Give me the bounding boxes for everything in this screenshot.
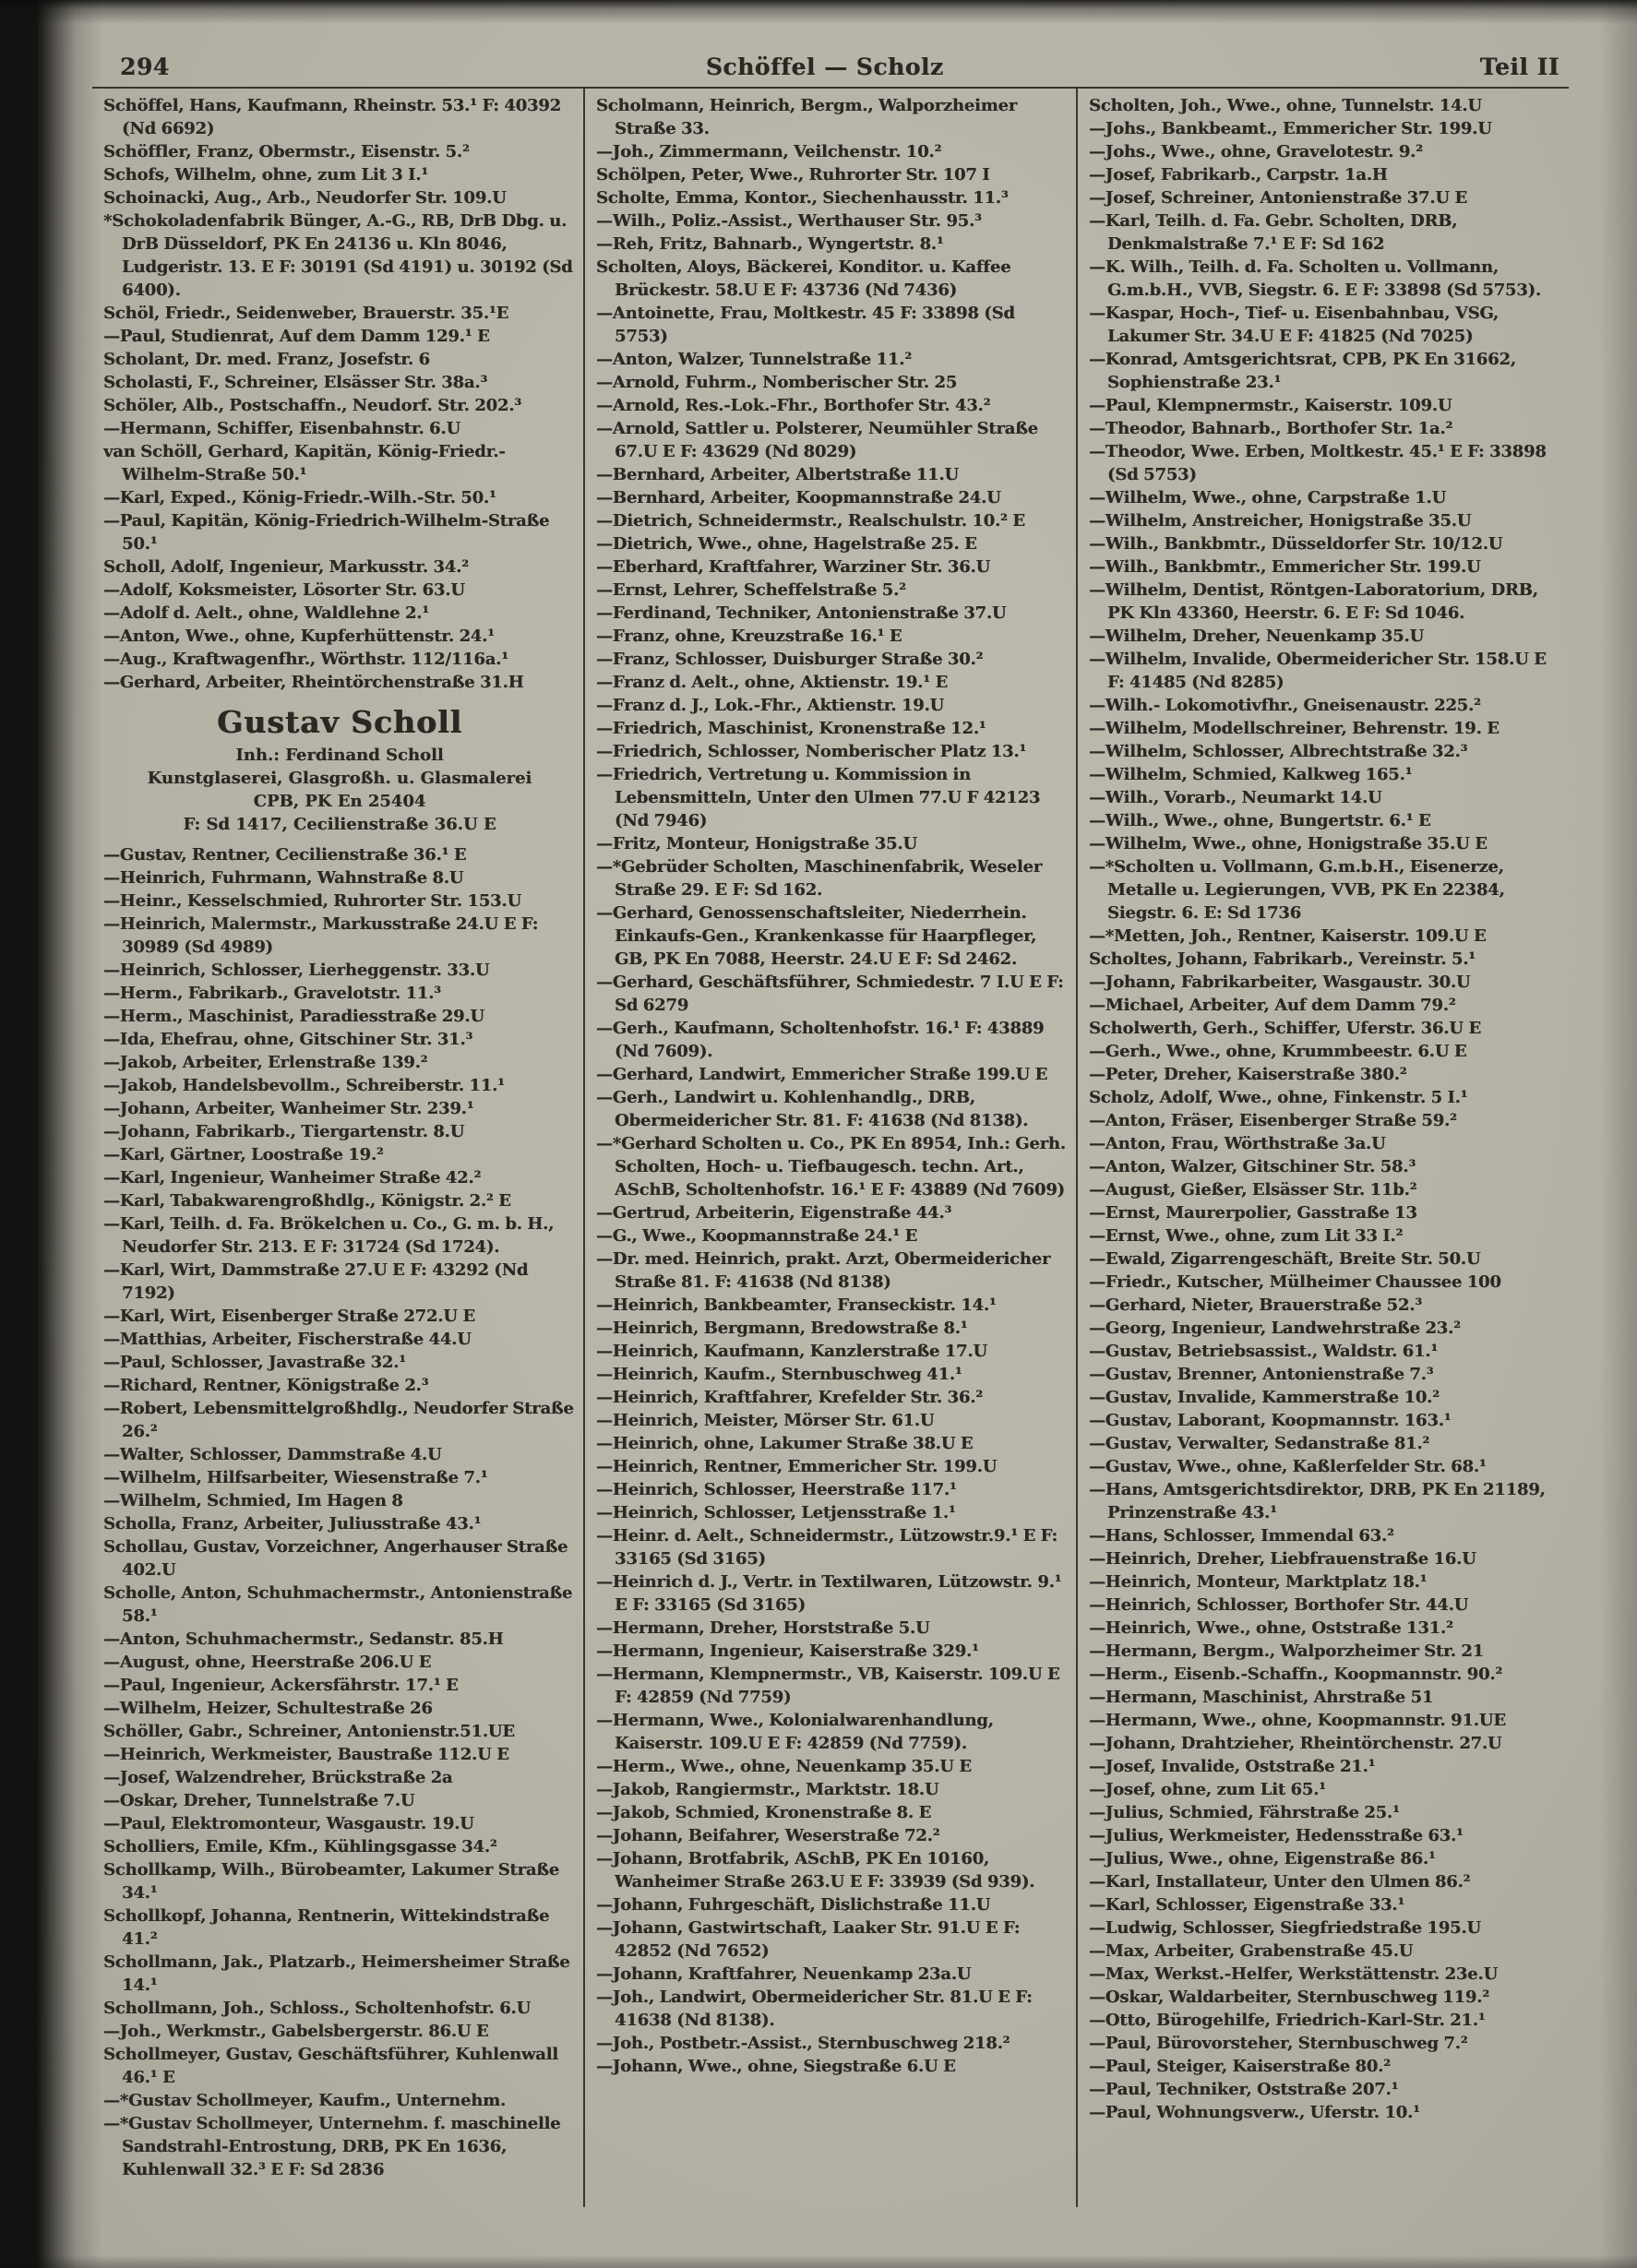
directory-entry: —Wilhelm, Schlosser, Albrechtstraße 32.³	[1089, 742, 1468, 761]
directory-entry: —Johann, Fabrikarb., Tiergartenstr. 8.U	[103, 1122, 465, 1141]
directory-entry: —Arnold, Sattler u. Polsterer, Neumühler Straße 67.U E F: 43629 (Nd 8029)	[596, 419, 1038, 461]
directory-entry: —Gerh., Landwirt u. Kohlenhandlg., DRB, Obermeidericher Str. 81. F: 41638 (Nd 8138).	[596, 1088, 1029, 1130]
directory-entry: —Heinrich, Malermstr., Markusstraße 24.U E F: 30989 (Sd 4989)	[103, 914, 539, 957]
directory-entry: —*Scholten u. Vollmann, G.m.b.H., Eisenerze, Metalle u. Legierungen, VVB, PK En 22384, Siegstr. 6. E: Sd 1736	[1089, 857, 1505, 923]
directory-entry: —Paul, Studienrat, Auf dem Damm 129.¹ E	[103, 327, 490, 346]
directory-entry: —Gerhard, Nieter, Brauerstraße 52.³	[1089, 1295, 1422, 1315]
directory-entry: —Jakob, Handelsbevollm., Schreiberstr. 11.¹	[103, 1076, 505, 1095]
directory-entry: Schöffel, Hans, Kaufmann, Rheinstr. 53.¹ F: 40392 (Nd 6692)	[103, 96, 561, 138]
directory-entry: —Wilh., Bankbmtr., Emmericher Str. 199.U	[1089, 557, 1481, 577]
directory-entry: —Friedrich, Vertretung u. Kommission in Lebensmitteln, Unter den Ulmen 77.U F 42123 (Nd 7946)	[596, 765, 1041, 830]
directory-entry: —Paul, Steiger, Kaiserstraße 80.²	[1089, 2057, 1391, 2076]
directory-entry: —Gustav, Invalide, Kammerstraße 10.²	[1089, 1388, 1440, 1407]
binding-edge-shadow	[0, 0, 102, 2268]
directory-entry: —Friedr., Kutscher, Mülheimer Chaussee 100	[1089, 1272, 1501, 1292]
directory-entry: —Gustav, Rentner, Cecilienstraße 36.¹ E	[103, 845, 467, 865]
directory-entry: —*Gustav Schollmeyer, Kaufm., Unternehm.	[103, 2091, 507, 2110]
directory-entry: —Johann, Wwe., ohne, Siegstraße 6.U E	[596, 2057, 956, 2076]
directory-entry: —Bernhard, Arbeiter, Albertstraße 11.U	[596, 465, 959, 484]
directory-entry: —Karl, Gärtner, Loostraße 19.²	[103, 1145, 384, 1164]
directory-entry: —*Gerhard Scholten u. Co., PK En 8954, Inh.: Gerh. Scholten, Hoch- u. Tiefbaugesch. techn. Art., ASchB, Scholtenhofstr. 16.¹ E F: 43889 (Nd 7609)	[596, 1134, 1066, 1200]
directory-entry: —Theodor, Bahnarb., Borthofer Str. 1a.²	[1089, 419, 1453, 438]
directory-entry: —*Gustav Schollmeyer, Unternehm. f. maschinelle Sandstrahl-Entrostung, DRB, PK En 1636, Kuhlenwall 32.³ E F: Sd 2836	[103, 2114, 561, 2179]
directory-entry: —Johs., Bankbeamt., Emmericher Str. 199.U	[1089, 119, 1492, 138]
directory-entry: —Johann, Beifahrer, Weserstraße 72.²	[596, 1826, 940, 1845]
directory-entry: —Julius, Schmied, Fährstraße 25.¹	[1089, 1803, 1400, 1822]
directory-entry: Scholmann, Heinrich, Bergm., Walporzheimer Straße 33.	[596, 96, 1018, 138]
directory-entry: —Jakob, Arbeiter, Erlenstraße 139.²	[103, 1053, 428, 1072]
directory-entry: —Heinrich, Schlosser, Letjensstraße 1.¹	[596, 1503, 956, 1522]
directory-entry: Schollkamp, Wilh., Bürobeamter, Lakumer Straße 34.¹	[103, 1860, 560, 1903]
directory-entry: *Schokoladenfabrik Bünger, A.-G., RB, DrB Dbg. u. DrB Düsseldorf, PK En 24136 u. Kln 8046, Ludgeristr. 13. E F: 30191 (Sd 4191) u. 30192 (Sd 6400).	[103, 211, 573, 300]
directory-entry: Scholwerth, Gerh., Schiffer, Uferstr. 36.U E	[1089, 1019, 1481, 1038]
directory-entry: —Dr. med. Heinrich, prakt. Arzt, Obermeidericher Straße 81. F: 41638 (Nd 8138)	[596, 1249, 1051, 1292]
directory-entry: —Franz d. Aelt., ohne, Aktienstr. 19.¹ E	[596, 673, 948, 692]
directory-entry: —Ewald, Zigarrengeschäft, Breite Str. 50.U	[1089, 1249, 1481, 1269]
directory-entry: —*Gebrüder Scholten, Maschinenfabrik, Weseler Straße 29. E F: Sd 162.	[596, 857, 1043, 900]
directory-entry: —Ernst, Maurerpolier, Gasstraße 13	[1089, 1203, 1417, 1223]
directory-entry: —Paul, Wohnungsverw., Uferstr. 10.¹	[1089, 2103, 1420, 2122]
directory-entry: —Hermann, Wwe., ohne, Koopmannstr. 91.UE	[1089, 1711, 1506, 1730]
running-title: Schöffel — Scholz	[705, 54, 944, 80]
directory-entry: Scholasti, F., Schreiner, Elsässer Str. 38a.³	[103, 373, 488, 392]
directory-entry: —Heinrich, ohne, Lakumer Straße 38.U E	[596, 1434, 974, 1453]
column-2	[583, 89, 1076, 2207]
directory-entry: —Richard, Rentner, Königstraße 2.³	[103, 1376, 429, 1395]
directory-entry: —Josef, ohne, zum Lit 65.¹	[1089, 1780, 1326, 1799]
directory-entry: —Gustav, Laborant, Koopmannstr. 163.¹	[1089, 1411, 1452, 1430]
directory-entry: —Paul, Elektromonteur, Wasgaustr. 19.U	[103, 1814, 474, 1833]
directory-entry: —Ernst, Lehrer, Scheffelstraße 5.²	[596, 580, 906, 600]
directory-entry: —Hans, Amtsgerichtsdirektor, DRB, PK En 21189, Prinzenstraße 43.¹	[1089, 1480, 1546, 1522]
directory-entry: —Gerh., Kaufmann, Scholtenhofstr. 16.¹ F: 43889 (Nd 7609).	[596, 1019, 1045, 1061]
directory-entry: —Ida, Ehefrau, ohne, Gitschiner Str. 31.³	[103, 1030, 473, 1049]
directory-entry: —Friedrich, Schlosser, Nomberischer Platz 13.¹	[596, 742, 1027, 761]
directory-entry: —Aug., Kraftwagenfhr., Wörthstr. 112/116a.¹	[103, 650, 508, 669]
directory-entry: —Paul, Bürovorsteher, Sternbuschweg 7.²	[1089, 2034, 1468, 2053]
directory-entry: —Wilhelm, Modellschreiner, Behrenstr. 19. E	[1089, 719, 1500, 738]
directory-entry: —Joh., Werkmstr., Gabelsbergerstr. 86.U E	[103, 2022, 489, 2041]
directory-entry: —Franz, Schlosser, Duisburger Straße 30.²	[596, 650, 984, 669]
directory-entry: —Karl, Wirt, Eisenberger Straße 272.U E	[103, 1307, 475, 1326]
directory-entry: —Eberhard, Kraftfahrer, Warziner Str. 36.U	[596, 557, 991, 577]
directory-entry: —Heinrich, Bankbeamter, Franseckistr. 14.¹	[596, 1295, 997, 1315]
directory-entry: —Heinrich, Schlosser, Lierheggenstr. 33.U	[103, 961, 490, 980]
directory-entry: —Heinrich, Dreher, Liebfrauenstraße 16.U	[1089, 1549, 1476, 1569]
directory-entry: —Hermann, Maschinist, Ahrstraße 51	[1089, 1688, 1434, 1707]
directory-entry: Schollkopf, Johanna, Rentnerin, Wittekindstraße 41.²	[103, 1906, 550, 1949]
directory-entry: —Oskar, Dreher, Tunnelstraße 7.U	[103, 1791, 415, 1810]
directory-entry: —Bernhard, Arbeiter, Koopmannstraße 24.U	[596, 488, 1001, 507]
page-number: 294	[120, 54, 170, 80]
directory-entry: —Joh., Landwirt, Obermeidericher Str. 81.U E F: 41638 (Nd 8138).	[596, 1987, 1033, 2030]
directory-entry: —Walter, Schlosser, Dammstraße 4.U	[103, 1445, 442, 1464]
ad-text-line: Kunstglaserei, Glasgroßh. u. Glasmalerei	[147, 769, 532, 788]
ad-text-line: Inh.: Ferdinand Scholl	[235, 746, 444, 765]
directory-entry: Schöler, Alb., Postschaffn., Neudorf. Str. 202.³	[103, 396, 521, 415]
directory-entry: —Paul, Klempnermstr., Kaiserstr. 109.U	[1089, 396, 1452, 415]
directory-entry: —Julius, Wwe., ohne, Eigenstraße 86.¹	[1089, 1849, 1436, 1868]
directory-entry: —August, Gießer, Elsässer Str. 11b.²	[1089, 1180, 1417, 1200]
directory-entry: —Paul, Techniker, Oststraße 207.¹	[1089, 2080, 1399, 2099]
directory-entry: van Schöll, Gerhard, Kapitän, König-Friedr.-Wilhelm-Straße 50.¹	[103, 442, 506, 484]
directory-entry: Schöl, Friedr., Seidenweber, Brauerstr. 35.¹E	[103, 304, 509, 323]
directory-entry: Schofs, Wilhelm, ohne, zum Lit 3 I.¹	[103, 165, 429, 185]
directory-entry: —Konrad, Amtsgerichtsrat, CPB, PK En 31662, Sophienstraße 23.¹	[1089, 350, 1516, 392]
directory-entry: Scholliers, Emile, Kfm., Kühlingsgasse 34.²	[103, 1837, 497, 1856]
directory-entry: —Heinrich, Meister, Mörser Str. 61.U	[596, 1411, 935, 1430]
directory-entry: Schöffler, Franz, Obermstr., Eisenstr. 5.²	[103, 142, 470, 161]
directory-entry: —Gerhard, Geschäftsführer, Schmiedestr. 7 I.U E F: Sd 6279	[596, 973, 1064, 1015]
directory-entry: —Heinrich d. J., Vertr. in Textilwaren, Lützowstr. 9.¹ E F: 33165 (Sd 3165)	[596, 1572, 1062, 1615]
directory-entry: —Heinrich, Schlosser, Borthofer Str. 44.U	[1089, 1595, 1469, 1615]
directory-entry: —Wilh., Wwe., ohne, Bungertstr. 6.¹ E	[1089, 811, 1431, 830]
ad-text-line: F: Sd 1417, Cecilienstraße 36.U E	[183, 815, 496, 834]
directory-entry: —Johann, Kraftfahrer, Neuenkamp 23a.U	[596, 1964, 972, 1984]
directory-entry: —Jakob, Rangiermstr., Marktstr. 18.U	[596, 1780, 939, 1799]
directory-entry: Scholant, Dr. med. Franz, Josefstr. 6	[103, 350, 430, 369]
directory-entry: —Karl, Teilh. d. Fa. Brökelchen u. Co., G. m. b. H., Neudorfer Str. 213. E F: 31724 (Sd 1724).	[103, 1214, 555, 1257]
directory-entry: —Josef, Invalide, Oststraße 21.¹	[1089, 1757, 1376, 1776]
directory-entry: —Max, Arbeiter, Grabenstraße 45.U	[1089, 1941, 1414, 1961]
directory-entry: —Paul, Kapitän, König-Friedrich-Wilhelm-Straße 50.¹	[103, 511, 550, 554]
column-1	[92, 89, 583, 2207]
directory-entry: —Wilhelm, Wwe., ohne, Carpstraße 1.U	[1089, 488, 1446, 507]
directory-entry: —Heinrich, Werkmeister, Baustraße 112.U E	[103, 1745, 509, 1764]
directory-entry: —Heinr., Kesselschmied, Ruhrorter Str. 153.U	[103, 891, 521, 911]
directory-entry: —Wilhelm, Schmied, Im Hagen 8	[103, 1491, 403, 1510]
directory-entry: —Wilhelm, Invalide, Obermeidericher Str. 158.U E F: 41485 (Nd 8285)	[1089, 650, 1547, 692]
directory-entry: Schölpen, Peter, Wwe., Ruhrorter Str. 107 I	[596, 165, 990, 185]
directory-entry: —Hermann, Ingenieur, Kaiserstraße 329.¹	[596, 1641, 979, 1661]
directory-entry: —Heinrich, Schlosser, Heerstraße 117.¹	[596, 1480, 957, 1499]
directory-entry: —Josef, Walzendreher, Brückstraße 2a	[103, 1768, 453, 1787]
directory-entry: —August, ohne, Heerstraße 206.U E	[103, 1653, 432, 1672]
directory-entry: —Gerhard, Landwirt, Emmericher Straße 199.U E	[596, 1065, 1048, 1084]
directory-entry: —Max, Werkst.-Helfer, Werkstättenstr. 23e.U	[1089, 1964, 1499, 1984]
directory-entry: —Fritz, Monteur, Honigstraße 35.U	[596, 834, 917, 853]
directory-entry: —Paul, Ingenieur, Ackersfährstr. 17.¹ E	[103, 1676, 459, 1695]
directory-entry: —Karl, Wirt, Dammstraße 27.U E F: 43292 (Nd 7192)	[103, 1260, 529, 1303]
directory-entry: —Herm., Fabrikarb., Gravelotstr. 11.³	[103, 984, 441, 1003]
directory-entry: Scholl, Adolf, Ingenieur, Markusstr. 34.²	[103, 557, 469, 577]
directory-entry: —Gustav, Verwalter, Sedanstraße 81.²	[1089, 1434, 1430, 1453]
directory-entry: —Wilhelm, Wwe., ohne, Honigstraße 35.U E	[1089, 834, 1488, 853]
directory-entry: —Gertrud, Arbeiterin, Eigenstraße 44.³	[596, 1203, 952, 1223]
directory-entry: —Karl, Teilh. d. Fa. Gebr. Scholten, DRB, Denkmalstraße 7.¹ E F: Sd 162	[1089, 211, 1458, 254]
directory-entry: —Karl, Exped., König-Friedr.-Wilh.-Str. 50.¹	[103, 488, 496, 507]
directory-entry: —Adolf, Koksmeister, Lösorter Str. 63.U	[103, 580, 465, 600]
directory-entry: —Joh., Postbetr.-Assist., Sternbuschweg 218.²	[596, 2034, 1010, 2053]
directory-entry: —Gustav, Betriebsassist., Waldstr. 61.¹	[1089, 1342, 1439, 1361]
directory-entry: —Hermann, Wwe., Kolonialwarenhandlung, Kaiserstr. 109.U E F: 42859 (Nd 7759).	[596, 1711, 994, 1753]
directory-entry: —Gustav, Brenner, Antonienstraße 7.³	[1089, 1365, 1434, 1384]
directory-entry: —Julius, Werkmeister, Hedensstraße 63.¹	[1089, 1826, 1464, 1845]
directory-entry: —Gustav, Wwe., ohne, Kaßlerfelder Str. 68.¹	[1089, 1457, 1487, 1476]
directory-entry: —Hermann, Bergm., Walporzheimer Str. 21	[1089, 1641, 1484, 1661]
directory-entry: —Hermann, Dreher, Horststraße 5.U	[596, 1618, 930, 1638]
directory-entry: —Joh., Zimmermann, Veilchenstr. 10.²	[596, 142, 942, 161]
directory-entry: Schöller, Gabr., Schreiner, Antonienstr.51.UE	[103, 1722, 515, 1741]
directory-entry: —Heinrich, Kraftfahrer, Krefelder Str. 36.²	[596, 1388, 983, 1407]
directory-entry: —Paul, Schlosser, Javastraße 32.¹	[103, 1353, 406, 1372]
directory-entry: —Anton, Frau, Wörthstraße 3a.U	[1089, 1134, 1386, 1153]
page-sheet	[92, 54, 1569, 2207]
directory-entry: Schollau, Gustav, Vorzeichner, Angerhauser Straße 402.U	[103, 1537, 568, 1580]
right-edge-shadow	[1600, 0, 1637, 2268]
display-ad-gustav-scholl	[107, 703, 572, 836]
directory-entry: —Reh, Fritz, Bahnarb., Wyngertstr. 8.¹	[596, 234, 944, 254]
directory-entry: —Dietrich, Wwe., ohne, Hagelstraße 25. E	[596, 534, 977, 554]
directory-entry: —Gerh., Wwe., ohne, Krummbeestr. 6.U E	[1089, 1042, 1467, 1061]
directory-entry: —Friedrich, Maschinist, Kronenstraße 12.¹	[596, 719, 986, 738]
directory-entry: —Peter, Dreher, Kaiserstraße 380.²	[1089, 1065, 1407, 1084]
directory-entry: Schollmann, Joh., Schloss., Scholtenhofstr. 6.U	[103, 1999, 531, 2018]
directory-entry: —Karl, Installateur, Unter den Ulmen 86.²	[1089, 1872, 1471, 1892]
part-label: Teil II	[1479, 54, 1559, 80]
running-header	[92, 54, 1569, 80]
directory-entry: —Hans, Schlosser, Immendal 63.²	[1089, 1526, 1394, 1546]
directory-entry: Scholla, Franz, Arbeiter, Juliusstraße 43.¹	[103, 1514, 482, 1534]
directory-entry: —Herm., Eisenb.-Schaffn., Koopmannstr. 90.²	[1089, 1665, 1503, 1684]
directory-entry: —Johann, Brotfabrik, ASchB, PK En 10160, Wanheimer Straße 263.U E F: 33939 (Sd 939).	[596, 1849, 1035, 1892]
directory-entry: —Johann, Fabrikarbeiter, Wasgaustr. 30.U	[1089, 973, 1471, 992]
directory-entry: —Anton, Fräser, Eisenberger Straße 59.²	[1089, 1111, 1457, 1130]
directory-entry: —Herm., Wwe., ohne, Neuenkamp 35.U E	[596, 1757, 972, 1776]
directory-entry: —Wilhelm, Heizer, Schultestraße 26	[103, 1699, 433, 1718]
directory-entry: —Theodor, Wwe. Erben, Moltkestr. 45.¹ E F: 33898 (Sd 5753)	[1089, 442, 1547, 484]
directory-entry: —Wilhelm, Anstreicher, Honigstraße 35.U	[1089, 511, 1472, 531]
directory-entry: —Gerhard, Arbeiter, Rheintörchenstraße 31.H	[103, 673, 524, 692]
directory-entry: —Oskar, Waldarbeiter, Sternbuschweg 119.²	[1089, 1987, 1489, 2007]
directory-entry: —Otto, Bürogehilfe, Friedrich-Karl-Str. 21.¹	[1089, 2011, 1486, 2030]
directory-entry: —Heinrich, Wwe., ohne, Oststraße 131.²	[1089, 1618, 1453, 1638]
directory-entry: —Ludwig, Schlosser, Siegfriedstraße 195.U	[1089, 1918, 1481, 1938]
directory-entry: Scholten, Joh., Wwe., ohne, Tunnelstr. 14.U	[1089, 96, 1482, 115]
directory-entry: —Ferdinand, Techniker, Antonienstraße 37.U	[596, 603, 1007, 623]
directory-entry: —Anton, Walzer, Tunnelstraße 11.²	[596, 350, 912, 369]
directory-entry: Scholle, Anton, Schuhmachermstr., Antonienstraße 58.¹	[103, 1583, 573, 1626]
directory-entry: —Karl, Ingenieur, Wanheimer Straße 42.²	[103, 1168, 482, 1188]
directory-entry: —Gerhard, Genossenschaftsleiter, Niederrhein. Einkaufs-Gen., Krankenkasse für Haarpfleger, GB, PK En 7088, Heerstr. 24.U E F: Sd 2462.	[596, 903, 1037, 969]
directory-entry: —Anton, Walzer, Gitschiner Str. 58.³	[1089, 1157, 1416, 1176]
directory-entry: —Josef, Schreiner, Antonienstraße 37.U E	[1089, 188, 1467, 208]
directory-entry: —*Metten, Joh., Rentner, Kaiserstr. 109.U E	[1089, 926, 1487, 946]
directory-entry: —Josef, Fabrikarb., Carpstr. 1a.H	[1089, 165, 1388, 185]
directory-entry: —Johann, Gastwirtschaft, Laaker Str. 91.U E F: 42852 (Nd 7652)	[596, 1918, 1021, 1961]
directory-entry: —Ernst, Wwe., ohne, zum Lit 33 I.²	[1089, 1226, 1404, 1246]
directory-entry: —Heinrich, Fuhrmann, Wahnstraße 8.U	[103, 868, 464, 888]
directory-entry: —Wilhelm, Schmied, Kalkweg 165.¹	[1089, 765, 1413, 784]
directory-entry: Schollmeyer, Gustav, Geschäftsführer, Kuhlenwall 46.¹ E	[103, 2045, 558, 2087]
directory-entry: —Hermann, Schiffer, Eisenbahnstr. 6.U	[103, 419, 460, 438]
directory-entry: —Anton, Wwe., ohne, Kupferhüttenstr. 24.¹	[103, 627, 495, 646]
directory-entry: —Jakob, Schmied, Kronenstraße 8. E	[596, 1803, 932, 1822]
ad-text-line: CPB, PK En 25404	[253, 792, 426, 811]
directory-entry: —Wilhelm, Hilfsarbeiter, Wiesenstraße 7.¹	[103, 1468, 488, 1487]
directory-entry: Schoinacki, Aug., Arb., Neudorfer Str. 109.U	[103, 188, 507, 208]
directory-entry: —Kaspar, Hoch-, Tief- u. Eisenbahnbau, VSG, Lakumer Str. 34.U E F: 41825 (Nd 7025)	[1089, 304, 1499, 346]
top-edge-shadow	[0, 0, 1637, 24]
directory-entry: —Heinrich, Rentner, Emmericher Str. 199.U	[596, 1457, 998, 1476]
directory-entry: —Franz d. J., Lok.-Fhr., Aktienstr. 19.U	[596, 696, 945, 715]
directory-entry: Scholten, Aloys, Bäckerei, Konditor. u. Kaffee Brückestr. 58.U E F: 43736 (Nd 7436)	[596, 257, 1011, 300]
directory-entry: —Matthias, Arbeiter, Fischerstraße 44.U	[103, 1330, 472, 1349]
directory-entry: —Arnold, Fuhrm., Nomberischer Str. 25	[596, 373, 958, 392]
directory-entry: —Karl, Schlosser, Eigenstraße 33.¹	[1089, 1895, 1405, 1915]
directory-entry: Scholtes, Johann, Fabrikarb., Vereinstr. 5.¹	[1089, 949, 1476, 969]
directory-entry: —Michael, Arbeiter, Auf dem Damm 79.²	[1089, 996, 1456, 1015]
directory-entry: —Adolf d. Aelt., ohne, Waldlehne 2.¹	[103, 603, 429, 623]
directory-entry: —Wilh., Poliz.-Assist., Werthauser Str. 95.³	[596, 211, 982, 231]
directory-entry: —Franz, ohne, Kreuzstraße 16.¹ E	[596, 627, 902, 646]
directory-entry: —Anton, Schuhmachermstr., Sedanstr. 85.H	[103, 1629, 504, 1649]
directory-entry: —K. Wilh., Teilh. d. Fa. Scholten u. Vollmann, G.m.b.H., VVB, Siegstr. 6. E F: 33898 (Sd 5753).	[1089, 257, 1541, 300]
directory-entry: —Johann, Arbeiter, Wanheimer Str. 239.¹	[103, 1099, 474, 1118]
directory-columns	[92, 89, 1569, 2207]
directory-entry: —Heinr. d. Aelt., Schneidermstr., Lützowstr.9.¹ E F: 33165 (Sd 3165)	[596, 1526, 1057, 1569]
directory-entry: —Karl, Tabakwarengroßhdlg., Königstr. 2.² E	[103, 1191, 511, 1211]
directory-entry: Scholz, Adolf, Wwe., ohne, Finkenstr. 5 I.¹	[1089, 1088, 1468, 1107]
ad-title: Gustav Scholl	[216, 704, 463, 740]
directory-entry: —Wilh., Bankbmtr., Düsseldorfer Str. 10/12.U	[1089, 534, 1503, 554]
directory-entry: —Johann, Drahtzieher, Rheintörchenstr. 27.U	[1089, 1734, 1502, 1753]
directory-entry: —Heinrich, Bergmann, Bredowstraße 8.¹	[596, 1319, 968, 1338]
directory-entry: Scholte, Emma, Kontor., Siechenhausstr. 11.³	[596, 188, 1009, 208]
directory-entry: —Heinrich, Kaufmann, Kanzlerstraße 17.U	[596, 1342, 987, 1361]
directory-entry: —Georg, Ingenieur, Landwehrstraße 23.²	[1089, 1319, 1461, 1338]
directory-entry: —Antoinette, Frau, Moltkestr. 45 F: 33898 (Sd 5753)	[596, 304, 1015, 346]
directory-entry: —Arnold, Res.-Lok.-Fhr., Borthofer Str. 43.²	[596, 396, 991, 415]
directory-entry: —Wilh., Vorarb., Neumarkt 14.U	[1089, 788, 1382, 807]
column-3	[1076, 89, 1569, 2207]
directory-entry: —Wilh.- Lokomotivfhr., Gneisenaustr. 225.²	[1089, 696, 1481, 715]
directory-entry: —Robert, Lebensmittelgroßhdlg., Neudorfer Straße 26.²	[103, 1399, 574, 1441]
bottom-edge-shadow	[0, 2255, 1637, 2268]
directory-entry: —Heinrich, Kaufm., Sternbuschweg 41.¹	[596, 1365, 962, 1384]
directory-entry: —Hermann, Klempnermstr., VB, Kaiserstr. 109.U E F: 42859 (Nd 7759)	[596, 1665, 1060, 1707]
directory-entry: Schollmann, Jak., Platzarb., Heimersheimer Straße 14.¹	[103, 1952, 570, 1995]
directory-entry: —Heinrich, Monteur, Marktplatz 18.¹	[1089, 1572, 1428, 1592]
directory-entry: —Wilhelm, Dentist, Röntgen-Laboratorium, DRB, PK Kln 43360, Heerstr. 6. E F: Sd 1046.	[1089, 580, 1538, 623]
directory-entry: —Wilhelm, Dreher, Neuenkamp 35.U	[1089, 627, 1424, 646]
directory-entry: —Dietrich, Schneidermstr., Realschulstr. 10.² E	[596, 511, 1025, 531]
directory-entry: —Johann, Fuhrgeschäft, Dislichstraße 11.U	[596, 1895, 991, 1915]
directory-entry: —Johs., Wwe., ohne, Gravelotestr. 9.²	[1089, 142, 1423, 161]
directory-entry: —G., Wwe., Koopmannstraße 24.¹ E	[596, 1226, 917, 1246]
directory-entry: —Herm., Maschinist, Paradiesstraße 29.U	[103, 1007, 484, 1026]
